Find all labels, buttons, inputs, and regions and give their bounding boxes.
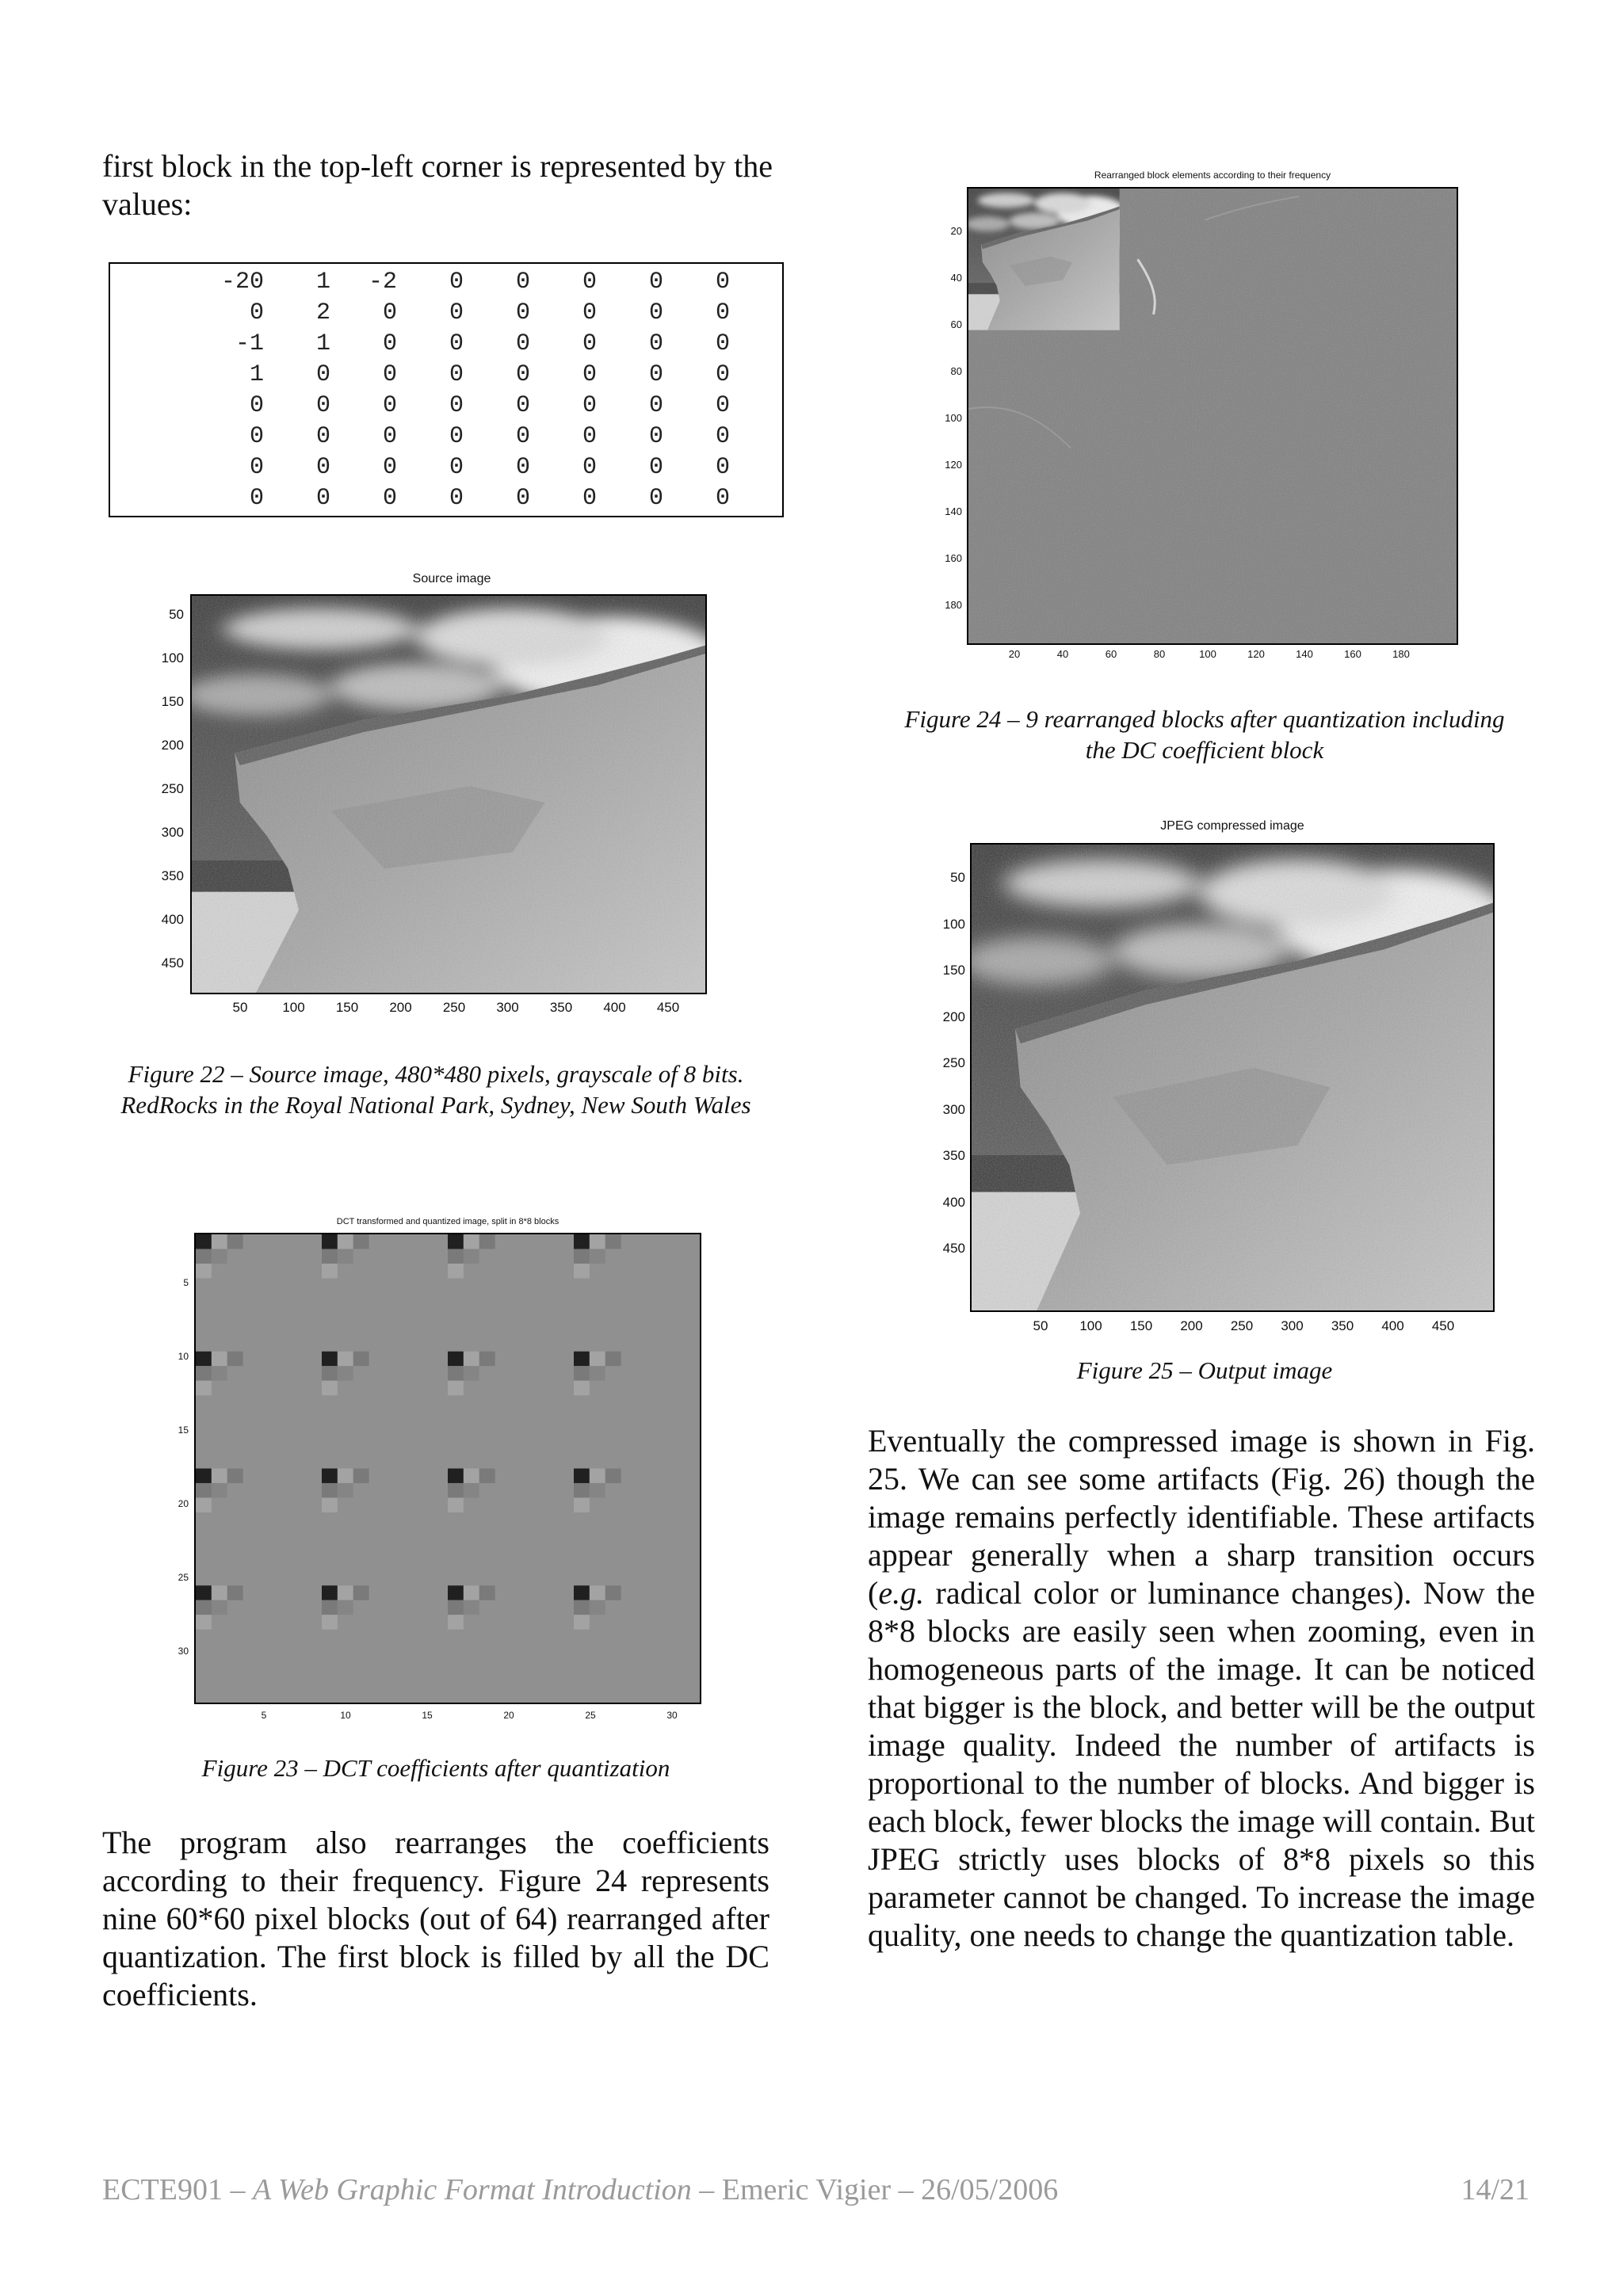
ac-coefficient-cell (479, 1352, 495, 1366)
figure24-xtick: 40 (1056, 648, 1069, 660)
figure22-ytick: 50 (169, 607, 184, 622)
matrix-cell: 0 (449, 330, 464, 357)
figure25-xtick: 350 (1331, 1318, 1354, 1333)
ac-coefficient-cell (590, 1234, 605, 1249)
matrix-cell: 0 (449, 299, 464, 326)
figure-25-image (970, 843, 1495, 1312)
matrix-cell: -1 (235, 330, 264, 357)
dc-coefficient-cell (448, 1352, 464, 1366)
ac-coefficient-cell (196, 1483, 212, 1497)
matrix-cell: 0 (648, 485, 663, 512)
figure25-ytick: 100 (942, 916, 965, 932)
matrix-cell: 0 (715, 269, 730, 296)
figure-25-plot-title: JPEG compressed image (1160, 819, 1304, 833)
matrix-cell: 0 (582, 330, 597, 357)
figure23-xtick: 25 (585, 1710, 596, 1721)
ac-coefficient-cell (196, 1600, 212, 1615)
figure22-xtick: 300 (496, 1000, 519, 1015)
ac-coefficient-cell (338, 1585, 353, 1600)
matrix-cell: 0 (715, 361, 730, 388)
matrix-cell: 0 (582, 392, 597, 419)
ac-coefficient-cell (353, 1234, 369, 1249)
ac-coefficient-cell (322, 1366, 338, 1380)
matrix-cell: 0 (648, 330, 663, 357)
matrix-cell: 0 (382, 361, 397, 388)
footer-course: ECTE901 – (102, 2173, 253, 2206)
dc-coefficient-cell (448, 1234, 464, 1249)
ac-coefficient-cell (212, 1469, 227, 1483)
figure24-ytick: 100 (945, 412, 962, 424)
dc-coefficient-cell (322, 1585, 338, 1600)
right-paragraph-part2: radical color or luminance changes). Now the 8*8 blocks are easily seen when zooming, even in homogeneous parts of the image. It can be noticed that bigger is the block, and better will be the output image quality. Indeed the number of artifacts is proportional to the number of blocks. And bigger is each block, fewer blocks the image will contain. But JPEG strictly uses blocks of 8*8 pixels so this parameter cannot be changed. To increase the image quality, one needs to change the quantization table. (868, 1575, 1535, 1953)
matrix-cell: 0 (449, 361, 464, 388)
ac-coefficient-cell (479, 1234, 495, 1249)
ac-coefficient-cell (448, 1249, 464, 1263)
matrix-row (197, 330, 782, 361)
figure24-xtick: 140 (1296, 648, 1313, 660)
ac-coefficient-cell (322, 1600, 338, 1615)
matrix-cell: 0 (648, 361, 663, 388)
right-paragraph-part1: Eventually the compressed image is shown in Fig. 25. We can see some artifacts (Fig. 26) though the image remains perfectly identifiable. These artifacts appear generally when a sharp transition occurs ( (868, 1423, 1535, 1611)
figure-22-plot-title: Source image (412, 572, 491, 585)
figure24-xtick: 80 (1153, 648, 1166, 660)
matrix-cell: 0 (582, 454, 597, 481)
ac-coefficient-cell (353, 1469, 369, 1483)
matrix-cell: 0 (315, 423, 330, 450)
matrix-cell: 0 (648, 269, 663, 296)
ac-coefficient-cell (322, 1497, 338, 1512)
ac-coefficient-cell (338, 1352, 353, 1366)
figure-23-image (194, 1233, 701, 1704)
ac-coefficient-cell (227, 1469, 243, 1483)
matrix-cell: 0 (515, 454, 530, 481)
ac-coefficient-cell (590, 1366, 605, 1380)
figure24-ytick: 80 (950, 365, 962, 377)
ac-coefficient-cell (448, 1366, 464, 1380)
ac-coefficient-cell (322, 1249, 338, 1263)
ac-coefficient-cell (590, 1249, 605, 1263)
matrix-row (197, 299, 782, 330)
figure24-ytick: 40 (950, 272, 962, 284)
matrix-cell: 0 (515, 269, 530, 296)
ac-coefficient-cell (196, 1249, 212, 1263)
footer-doc-title: A Web Graphic Format Introduction (252, 2173, 692, 2206)
figure24-xtick: 20 (1008, 648, 1021, 660)
dc-coefficient-cell (448, 1585, 464, 1600)
matrix-cell: 0 (515, 330, 530, 357)
dc-coefficient-cell (574, 1469, 590, 1483)
ac-coefficient-cell (196, 1264, 212, 1278)
matrix-cell: 0 (449, 423, 464, 450)
figure-23-caption: Figure 23 – DCT coefficients after quantization (201, 1754, 670, 1782)
ac-coefficient-cell (479, 1585, 495, 1600)
matrix-cell: 0 (648, 423, 663, 450)
matrix-cell: 0 (582, 423, 597, 450)
matrix-cell: 1 (249, 361, 264, 388)
ac-coefficient-cell (574, 1366, 590, 1380)
ac-coefficient-cell (464, 1352, 479, 1366)
ac-coefficient-cell (574, 1264, 590, 1278)
figure23-xtick: 5 (261, 1710, 267, 1721)
ac-coefficient-cell (322, 1483, 338, 1497)
ac-coefficient-cell (322, 1264, 338, 1278)
ac-coefficient-cell (338, 1234, 353, 1249)
figure22-xtick: 100 (282, 1000, 305, 1015)
dc-coefficient-cell (448, 1469, 464, 1483)
matrix-cell: 0 (715, 330, 730, 357)
dc-block (968, 189, 1129, 330)
dc-coefficient-cell (322, 1352, 338, 1366)
figure24-xtick: 120 (1247, 648, 1265, 660)
matrix-cell: 0 (715, 299, 730, 326)
ac-coefficient-cell (448, 1264, 464, 1278)
figure23-ytick: 30 (178, 1646, 189, 1657)
figure22-ytick: 450 (161, 955, 184, 971)
coefficient-matrix (109, 262, 784, 517)
matrix-cell: 0 (382, 423, 397, 450)
matrix-cell: 0 (449, 454, 464, 481)
matrix-cell: 0 (249, 392, 264, 419)
ac-coefficient-cell (574, 1615, 590, 1629)
figure25-ytick: 150 (942, 963, 965, 978)
matrix-cell: 0 (382, 330, 397, 357)
figure24-xtick: 100 (1199, 648, 1216, 660)
matrix-cell: 0 (648, 454, 663, 481)
ac-coefficient-cell (353, 1585, 369, 1600)
figure-24 (935, 168, 1474, 667)
figure24-ytick: 140 (945, 505, 962, 517)
ac-coefficient-cell (448, 1497, 464, 1512)
ac-coefficient-cell (605, 1352, 621, 1366)
ac-coefficient-cell (590, 1352, 605, 1366)
figure-22 (143, 569, 713, 1028)
rearranged-blocks (968, 189, 1457, 643)
ac-coefficient-cell (590, 1469, 605, 1483)
dc-coefficient-cell (322, 1234, 338, 1249)
right-paragraph-eg: e.g. (878, 1575, 925, 1611)
figure23-xtick: 10 (340, 1710, 351, 1721)
figure-22-image (190, 594, 707, 994)
ac-coefficient-cell (590, 1483, 605, 1497)
figure25-xtick: 200 (1180, 1318, 1203, 1333)
matrix-cell: 0 (382, 299, 397, 326)
figure25-ytick: 300 (942, 1101, 965, 1117)
figure23-ytick: 15 (178, 1425, 189, 1436)
ac-coefficient-cell (464, 1585, 479, 1600)
figure25-ytick: 200 (942, 1009, 965, 1024)
ac-coefficient-cell (212, 1249, 227, 1263)
figure22-ytick: 150 (161, 694, 184, 709)
matrix-cell: 0 (249, 485, 264, 512)
matrix-cell: 0 (582, 485, 597, 512)
figure23-ytick: 10 (178, 1351, 189, 1362)
matrix-cell: 0 (648, 299, 663, 326)
figure22-ytick: 350 (161, 868, 184, 883)
matrix-cell: 0 (382, 454, 397, 481)
matrix-cell: 0 (515, 299, 530, 326)
figure25-xtick: 450 (1431, 1318, 1455, 1333)
ac-coefficient-cell (574, 1497, 590, 1512)
ac-coefficient-cell (479, 1469, 495, 1483)
matrix-cell: 0 (582, 269, 597, 296)
ac-coefficient-cell (574, 1483, 590, 1497)
dc-coefficient-cell (196, 1352, 212, 1366)
matrix-cell: 0 (648, 392, 663, 419)
matrix-cell: 0 (315, 392, 330, 419)
matrix-cell: 0 (515, 423, 530, 450)
ac-coefficient-cell (448, 1600, 464, 1615)
source-photo (192, 596, 705, 993)
matrix-cell: 0 (715, 454, 730, 481)
matrix-row (197, 423, 782, 454)
ac-coefficient-cell (605, 1469, 621, 1483)
matrix-cell: 1 (315, 330, 330, 357)
figure25-xtick: 50 (1033, 1318, 1048, 1333)
figure25-ytick: 50 (950, 870, 965, 885)
matrix-cell: 1 (315, 269, 330, 296)
figure-25 (929, 816, 1499, 1333)
matrix-cell: -2 (368, 269, 397, 296)
matrix-row (197, 454, 782, 485)
figure23-ytick: 5 (183, 1277, 189, 1288)
matrix-cell: 0 (249, 423, 264, 450)
figure25-xtick: 100 (1079, 1318, 1102, 1333)
matrix-row (197, 392, 782, 423)
ac-coefficient-cell (322, 1381, 338, 1395)
figure24-ytick: 160 (945, 552, 962, 564)
figure-24-caption: Figure 24 – 9 rearranged blocks after quantization including the DC coefficient block (904, 705, 1505, 764)
left-paragraph: The program also rearranges the coefficients according to their frequency. Figure 24 represents nine 60*60 pixel blocks (out of 64) rearranged after quantization. The first block is filled by all the DC coefficients. (102, 1825, 769, 2012)
figure25-ytick: 450 (942, 1241, 965, 1256)
figure25-ytick: 350 (942, 1148, 965, 1163)
ac-coefficient-cell (227, 1585, 243, 1600)
dct-blocks (196, 1234, 700, 1703)
figure23-xtick: 20 (503, 1710, 514, 1721)
figure22-ytick: 300 (161, 825, 184, 840)
figure25-ytick: 250 (942, 1055, 965, 1070)
ac-coefficient-cell (448, 1483, 464, 1497)
ac-coefficient-cell (448, 1615, 464, 1629)
matrix-cell: 0 (382, 392, 397, 419)
figure-25-caption: Figure 25 – Output image (1076, 1356, 1333, 1384)
ac-coefficient-cell (212, 1234, 227, 1249)
ac-coefficient-cell (196, 1366, 212, 1380)
matrix-cell: 2 (315, 299, 330, 326)
figure-24-image (967, 187, 1458, 645)
figure22-xtick: 150 (335, 1000, 359, 1015)
figure25-ytick: 400 (942, 1194, 965, 1210)
output-photo (972, 845, 1493, 1310)
figure23-xtick: 15 (422, 1710, 433, 1721)
figure24-ytick: 20 (950, 225, 962, 237)
figure22-xtick: 350 (549, 1000, 573, 1015)
figure-24-plot-title: Rearranged block elements according to their frequency (1094, 170, 1331, 181)
ac-coefficient-cell (464, 1483, 479, 1497)
figure25-xtick: 150 (1129, 1318, 1153, 1333)
matrix-cell: 0 (449, 485, 464, 512)
ac-coefficient-cell (574, 1381, 590, 1395)
figure22-ytick: 200 (161, 738, 184, 753)
matrix-cell: 0 (515, 392, 530, 419)
matrix-cell: 0 (449, 269, 464, 296)
figure22-xtick: 450 (656, 1000, 680, 1015)
ac-coefficient-cell (590, 1600, 605, 1615)
figure22-xtick: 50 (232, 1000, 248, 1015)
matrix-cell: 0 (715, 423, 730, 450)
figure-23 (158, 1214, 713, 1721)
figure23-xtick: 30 (666, 1710, 678, 1721)
figure25-xtick: 300 (1281, 1318, 1304, 1333)
ac-coefficient-cell (212, 1600, 227, 1615)
dc-coefficient-cell (196, 1469, 212, 1483)
dc-coefficient-cell (574, 1585, 590, 1600)
matrix-row (197, 269, 782, 299)
dc-coefficient-cell (322, 1469, 338, 1483)
figure22-xtick: 200 (389, 1000, 412, 1015)
matrix-cell: -20 (220, 269, 264, 296)
matrix-cell: 0 (582, 361, 597, 388)
ac-coefficient-cell (227, 1234, 243, 1249)
figure22-ytick: 250 (161, 781, 184, 796)
figure24-ytick: 180 (945, 599, 962, 611)
matrix-cell: 0 (715, 485, 730, 512)
figure22-xtick: 250 (442, 1000, 466, 1015)
dc-coefficient-cell (574, 1234, 590, 1249)
page-number: 14/21 (1461, 2173, 1529, 2206)
ac-coefficient-cell (338, 1483, 353, 1497)
dc-coefficient-cell (574, 1352, 590, 1366)
matrix-cell: 0 (249, 454, 264, 481)
figure22-xtick: 400 (603, 1000, 626, 1015)
figure-22-caption: Figure 22 – Source image, 480*480 pixels, grayscale of 8 bits. RedRocks in the Royal National Park, Sydney, New South Wales (120, 1060, 751, 1119)
figure23-ytick: 20 (178, 1498, 189, 1509)
ac-coefficient-cell (464, 1234, 479, 1249)
figure23-ytick: 25 (178, 1572, 189, 1583)
ac-coefficient-cell (464, 1249, 479, 1263)
ac-coefficient-cell (196, 1497, 212, 1512)
ac-coefficient-cell (464, 1600, 479, 1615)
ac-coefficient-cell (212, 1483, 227, 1497)
matrix-cell: 0 (315, 485, 330, 512)
ac-coefficient-cell (338, 1600, 353, 1615)
matrix-row (197, 361, 782, 392)
ac-coefficient-cell (574, 1249, 590, 1263)
figure24-ytick: 60 (950, 318, 962, 330)
ac-coefficient-cell (590, 1585, 605, 1600)
ac-coefficient-cell (322, 1615, 338, 1629)
dc-coefficient-cell (196, 1234, 212, 1249)
right-paragraph (868, 1422, 1535, 1955)
ac-coefficient-cell (605, 1234, 621, 1249)
matrix-cell: 0 (715, 392, 730, 419)
matrix-row (197, 485, 782, 516)
ac-coefficient-cell (338, 1249, 353, 1263)
matrix-cell: 0 (382, 485, 397, 512)
figure24-xtick: 60 (1105, 648, 1117, 660)
ac-coefficient-cell (227, 1352, 243, 1366)
matrix-cell: 0 (515, 361, 530, 388)
ac-coefficient-cell (448, 1381, 464, 1395)
ac-coefficient-cell (353, 1352, 369, 1366)
matrix-cell: 0 (515, 485, 530, 512)
matrix-cell: 0 (249, 299, 264, 326)
figure-23-plot-title: DCT transformed and quantized image, split in 8*8 blocks (336, 1217, 559, 1226)
figure22-ytick: 100 (161, 650, 184, 666)
figure24-ytick: 120 (945, 459, 962, 471)
matrix-cell: 0 (315, 361, 330, 388)
matrix-cell: 0 (582, 299, 597, 326)
figure25-xtick: 400 (1381, 1318, 1404, 1333)
matrix-cell: 0 (449, 392, 464, 419)
ac-coefficient-cell (464, 1366, 479, 1380)
intro-text: first block in the top-left corner is represented by the values: (102, 148, 773, 222)
footer-author-date: – Emeric Vigier – 26/05/2006 (691, 2173, 1059, 2206)
dc-coefficient-cell (196, 1585, 212, 1600)
figure24-xtick: 160 (1344, 648, 1361, 660)
ac-coefficient-cell (605, 1585, 621, 1600)
matrix-rows (197, 269, 782, 516)
ac-coefficient-cell (196, 1381, 212, 1395)
figure22-ytick: 400 (161, 912, 184, 927)
ac-coefficient-cell (338, 1366, 353, 1380)
ac-coefficient-cell (212, 1585, 227, 1600)
page-footer (102, 2172, 1529, 2207)
figure25-xtick: 250 (1230, 1318, 1254, 1333)
ac-coefficient-cell (212, 1366, 227, 1380)
matrix-cell: 0 (315, 454, 330, 481)
ac-coefficient-cell (196, 1615, 212, 1629)
ac-coefficient-cell (574, 1600, 590, 1615)
ac-coefficient-cell (338, 1469, 353, 1483)
ac-coefficient-cell (212, 1352, 227, 1366)
ac-coefficient-cell (464, 1469, 479, 1483)
figure24-xtick: 180 (1392, 648, 1410, 660)
